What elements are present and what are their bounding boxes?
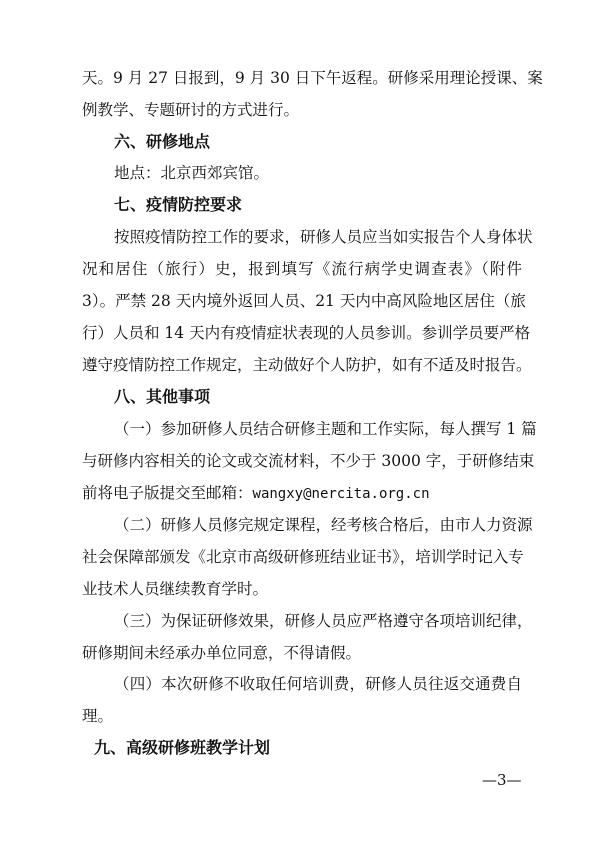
section-heading-plan: 九、高级研修班教学计划: [94, 738, 271, 757]
body-line: 按照疫情防控工作的要求，研修人员应当如实报告个人身体状: [114, 228, 533, 246]
section-heading-location: 六、研修地点: [114, 132, 211, 151]
body-line: 遵守疫情防控工作规定，主动做好个人防护，如有不适及时报告。: [82, 356, 532, 374]
body-line: 况和居住（旅行）史，报到填写《流行病学史调查表》（附件: [82, 260, 522, 278]
body-line: （二）研修人员修完规定课程，经考核合格后，由市人力资源: [114, 516, 533, 534]
section-heading-epidemic: 七、疫情防控要求: [114, 195, 243, 214]
body-line: 理。: [82, 707, 114, 725]
body-line: （三）为保证研修效果，研修人员应严格遵守各项培训纪律，: [114, 612, 533, 630]
body-line: 地点：北京西郊宾馆。: [114, 164, 270, 182]
body-line: 例教学、专题研讨的方式进行。: [82, 101, 300, 119]
email-address: wangxy@nercita.org.cn: [252, 486, 430, 502]
body-line: 3）。严禁 28 天内境外返回人员、21 天内中高风险地区居住（旅: [82, 292, 526, 310]
body-line: 天。9 月 27 日报到，9 月 30 日下午返程。研修采用理论授课、案: [82, 69, 543, 87]
body-line: 社会保障部颁发《北京市高级研修班结业证书》，培训学时记入专: [82, 548, 524, 566]
body-line: （四）本次研修不收取任何培训费，研修人员往返交通费自: [114, 675, 522, 693]
body-line-email: [82, 483, 522, 504]
body-line: 研修期间未经承办单位同意，不得请假。: [82, 644, 362, 662]
body-line: 行）人员和 14 天内有疫情症状表现的人员参训。参训学员要严格: [82, 324, 531, 342]
body-line: （一）参加研修人员结合研修主题和工作实际，每人撰写 1 篇: [114, 420, 537, 438]
page-number: —3—: [482, 771, 522, 789]
section-heading-other: 八、其他事项: [114, 387, 211, 406]
body-line: 与研修内容相关的论文或交流材料，不少于 3000 字，于研修结束: [82, 452, 535, 470]
body-line: 业技术人员继续教育学时。: [82, 580, 269, 598]
email-prefix: 前将电子版提交至邮箱：: [82, 484, 253, 502]
